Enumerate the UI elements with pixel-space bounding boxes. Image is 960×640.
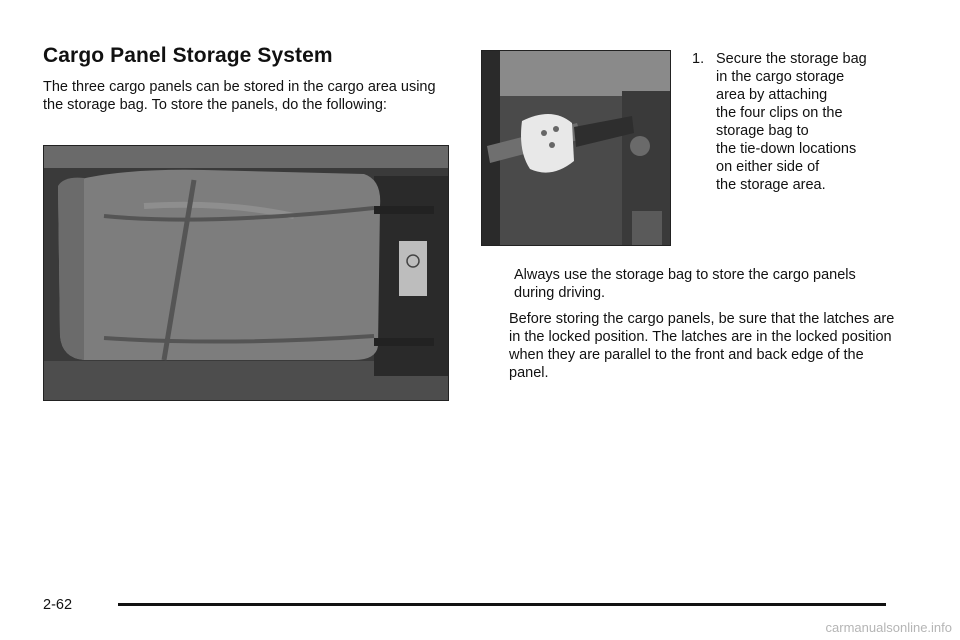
step-number: 1. <box>692 51 705 67</box>
section-title: Cargo Panel Storage System <box>43 44 333 67</box>
storage-bag-photo <box>43 145 449 401</box>
tie-down-clip-photo <box>481 50 671 246</box>
step-item <box>692 50 892 194</box>
latch-paragraph: Before storing the cargo panels, be sure that the latches are in the locked position. The latches are in the locked position when they are parallel to the front and back edge of the panel. <box>509 311 895 381</box>
storage-note: Always use the storage bag to store the cargo panels during driving. <box>514 267 856 301</box>
footer-rule <box>118 603 886 606</box>
intro-paragraph: The three cargo panels can be stored in the cargo area using the storage bag. To store the panels, do the following: <box>43 79 436 113</box>
page-number: 2-62 <box>43 597 73 613</box>
watermark: carmanualsonline.info <box>825 620 952 635</box>
step-text: Secure the storage bag in the cargo storage area by attaching the four clips on the storage bag to the tie-down locations on either side of the storage area. <box>716 51 867 193</box>
